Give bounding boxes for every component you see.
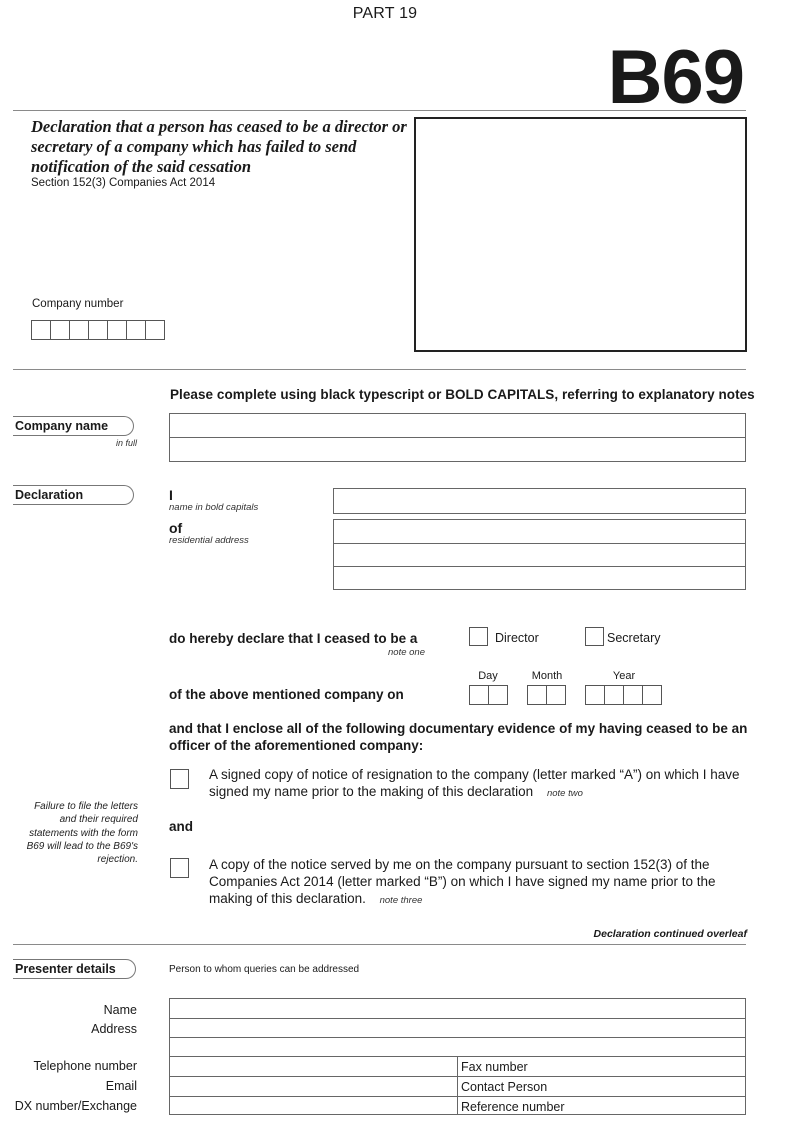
company-number-input[interactable]	[31, 320, 165, 340]
dx-field[interactable]	[170, 1097, 458, 1114]
year-digit[interactable]	[623, 685, 643, 705]
presenter-address-line-1[interactable]	[170, 1018, 745, 1037]
month-label: Month	[531, 670, 563, 682]
dx-label: DX number/Exchange	[14, 1099, 137, 1113]
continued-overleaf: Declaration continued overleaf	[593, 928, 747, 940]
evidence-b-note: note three	[379, 895, 423, 906]
day-label: Day	[478, 670, 498, 682]
declaration-i-label: I	[169, 487, 173, 503]
name-label: Name	[103, 1003, 137, 1017]
form-code: B69	[607, 35, 744, 120]
and-label: and	[169, 819, 194, 834]
evidence-b-checkbox[interactable]	[170, 858, 189, 878]
presenter-address-line-2[interactable]	[170, 1037, 745, 1056]
company-number-digit[interactable]	[50, 320, 70, 340]
evidence-b-body: A copy of the notice served by me on the company pursuant to section 152(3) of the Companies Act 2014 (letter marked “B”) on which I have signed my name prior to the making of this declaration.	[209, 857, 716, 906]
secretary-label: Secretary	[607, 631, 661, 645]
declaration-i-note: name in bold capitals	[169, 502, 259, 513]
company-number-digit[interactable]	[145, 320, 165, 340]
divider-presenter	[13, 944, 746, 945]
presenter-row-dx	[170, 1096, 745, 1114]
company-name-note: in full	[115, 438, 137, 448]
address-line-2[interactable]	[334, 543, 745, 566]
email-field[interactable]	[170, 1077, 458, 1096]
company-number-digit[interactable]	[126, 320, 146, 340]
company-name-field[interactable]	[169, 413, 746, 462]
evidence-a-text	[209, 766, 744, 802]
evidence-a-note: note two	[546, 788, 583, 799]
company-number-digit[interactable]	[69, 320, 89, 340]
office-stamp-box	[414, 117, 747, 352]
fax-number-label: Fax number	[461, 1060, 528, 1074]
enclose-text: and that I enclose all of the following documentary evidence of my having ceased to be an officer of the aforementioned company:	[169, 721, 748, 753]
day-digit[interactable]	[488, 685, 508, 705]
address-line-1[interactable]	[334, 520, 745, 543]
company-name-tab: Company name	[13, 416, 134, 436]
director-checkbox[interactable]	[469, 627, 488, 646]
secretary-checkbox[interactable]	[585, 627, 604, 646]
company-number-digit[interactable]	[31, 320, 51, 340]
declaration-of-label: of	[169, 520, 183, 536]
day-digit[interactable]	[469, 685, 489, 705]
year-label: Year	[612, 670, 636, 682]
evidence-a-body: A signed copy of notice of resignation to the company (letter marked “A”) on which I have signed my name prior to the making of this declaration	[209, 767, 740, 799]
director-label: Director	[495, 631, 539, 645]
presenter-subtitle: Person to whom queries can be addressed	[169, 964, 360, 975]
month-digit[interactable]	[546, 685, 566, 705]
declaration-of-note: residential address	[169, 535, 249, 546]
day-input[interactable]	[469, 685, 508, 705]
residential-address-field[interactable]	[333, 519, 746, 590]
instructions: Please complete using black typescript or BOLD CAPITALS, referring to explanatory notes	[170, 387, 755, 402]
form-subtitle: Section 152(3) Companies Act 2014	[31, 177, 216, 189]
presenter-row-email	[170, 1076, 745, 1096]
rejection-warning: Failure to file the letters and their required statements with the form B69 will lead to the B69's rejection.	[26, 801, 138, 866]
presenter-tab: Presenter details	[13, 959, 136, 979]
ceased-note: note one	[388, 647, 425, 658]
company-number-digit[interactable]	[88, 320, 108, 340]
email-label: Email	[105, 1079, 137, 1093]
year-digit[interactable]	[585, 685, 605, 705]
company-name-line-1[interactable]	[170, 414, 745, 437]
month-input[interactable]	[527, 685, 566, 705]
presenter-name-field[interactable]	[170, 999, 745, 1018]
telephone-field[interactable]	[170, 1057, 458, 1076]
company-number-label: Company number	[32, 298, 124, 310]
year-digit[interactable]	[642, 685, 662, 705]
ceased-text: do hereby declare that I ceased to be a	[169, 631, 418, 646]
year-input[interactable]	[585, 685, 662, 705]
divider-top	[13, 110, 746, 111]
presenter-row-telephone	[170, 1056, 745, 1076]
form-title: Declaration that a person has ceased to be a director or secretary of a company which has failed to send notification of the said cessation	[31, 117, 407, 176]
year-digit[interactable]	[604, 685, 624, 705]
company-name-line-2[interactable]	[170, 437, 745, 460]
divider-header	[13, 369, 746, 370]
company-on-text: of the above mentioned company on	[169, 687, 404, 702]
evidence-a-checkbox[interactable]	[170, 769, 189, 789]
evidence-b-text	[209, 856, 749, 909]
contact-person-label: Contact Person	[461, 1080, 548, 1094]
part-heading: PART 19	[352, 5, 418, 22]
company-number-digit[interactable]	[107, 320, 127, 340]
telephone-label: Telephone number	[33, 1059, 137, 1073]
address-line-3[interactable]	[334, 566, 745, 589]
declarant-name-field[interactable]	[333, 488, 746, 514]
declaration-tab: Declaration	[13, 485, 134, 505]
reference-number-label: Reference number	[461, 1100, 565, 1114]
month-digit[interactable]	[527, 685, 547, 705]
address-label: Address	[91, 1022, 137, 1036]
presenter-table	[169, 998, 746, 1115]
